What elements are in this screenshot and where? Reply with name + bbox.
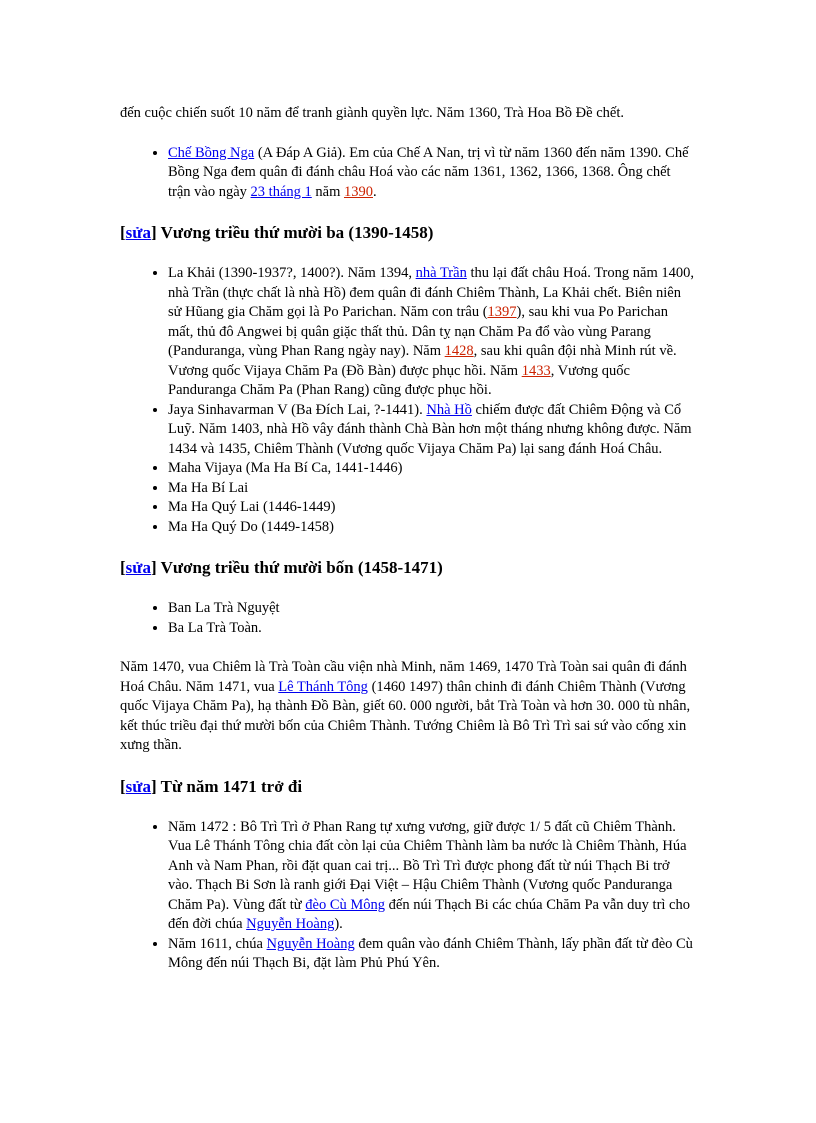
list-item: • Năm 1611, chúa Nguyễn Hoàng đem quân vào đánh Chiêm Thành, lấy phần đất từ đèo Cù Mông đến núi Thạch Bi, đặt làm Phủ Phú Yên.: [168, 935, 695, 974]
link-1397[interactable]: 1397: [487, 304, 517, 320]
list-item: • Chế Bồng Nga (A Đáp A Giả). Em của Chế A Nan, trị vì từ năm 1360 đến năm 1390. Chế Bồng Nga đem quân đi đánh châu Hoá vào các năm 1361, 1362, 1366, 1368. Ông chết trận vào ngày 23 tháng 1 năm 1390.: [168, 144, 695, 203]
dynasty-14-paragraph: Năm 1470, vua Chiêm là Trà Toàn cầu viện nhà Minh, năm 1469, 1470 Trà Toàn sai quân đi đánh Hoá Châu. Năm 1471, vua Lê Thánh Tông (1460 1497) thân chinh đi đánh Chiêm Thành (Vương quốc Vijaya Chăm Pa), hạ thành Đồ Bàn, giết 60. 000 người, bắt Trà Toàn và hơn 30. 000 tù nhân, kết thúc triều đại thứ mười bốn của Chiêm Thành. Tướng Chiêm là Bô Trì Trì sai sứ vào cống xin xưng thần.: [120, 659, 691, 753]
list-item: • Ma Ha Quý Do (1449-1458): [168, 518, 695, 538]
list-item: • Jaya Sinhavarman V (Ba Đích Lai, ?-1441). Nhà Hồ chiếm được đất Chiêm Động và Cổ Luỹ. Năm 1403, nhà Hồ vây đánh thành Chà Bàn hơn một tháng nhưng không được. Năm 1434 và 1435, Chiêm Thành (Vương quốc Vijaya Chăm Pa) lại sang đánh Hoá Châu.: [168, 401, 695, 460]
link-nha-tran[interactable]: nhà Trần: [415, 265, 467, 281]
link-1428[interactable]: 1428: [444, 343, 474, 359]
list-item: • Ba La Trà Toàn.: [168, 619, 695, 639]
dynasty-13-list: [120, 264, 695, 537]
che-bong-nga-list: [120, 144, 695, 203]
edit-link[interactable]: sửa: [125, 558, 151, 577]
list-item: • Năm 1472 : Bô Trì Trì ở Phan Rang tự xưng vương, giữ được 1/ 5 đất cũ Chiêm Thành. Vua Lê Thánh Tông chia đất còn lại của Chiêm Thành làm ba nước là Chiêm Thành, Húa Anh và Nam Phan, rồi đặt quan cai trị... Bồ Trì Trì được phong đất từ núi Thạch Bi trở vào. Thạch Bi Sơn là ranh giới Đại Việt – Hậu Chiêm Thành (Vương quốc Panduranga Chăm Pa). Vùng đất từ đèo Cù Mông đến núi Thạch Bi các chúa Chăm Pa vẫn duy trì cho đến đời chúa Nguyễn Hoàng).: [168, 818, 695, 935]
section-heading-dynasty-13: [sửa] Vương triều thứ mười ba (1390-1458): [120, 223, 434, 242]
link-nha-ho[interactable]: Nhà Hồ: [426, 401, 472, 418]
dynasty-14-list: [120, 599, 695, 638]
section-heading-dynasty-14: [sửa] Vương triều thứ mười bốn (1458-1471): [120, 558, 443, 577]
from-1471-list: [120, 818, 695, 974]
link-1390[interactable]: 1390: [343, 183, 373, 200]
link-nguyen-hoang[interactable]: Nguyễn Hoàng: [246, 916, 335, 932]
link-deo-cu-mong[interactable]: đèo Cù Mông: [305, 896, 386, 913]
edit-link[interactable]: sửa: [125, 223, 151, 242]
list-item: • Maha Vijaya (Ma Ha Bí Ca, 1441-1446): [168, 459, 695, 479]
link-che-bong-nga[interactable]: Chế Bồng Nga: [168, 144, 255, 161]
document-page: [120, 104, 695, 974]
list-item: • La Khải (1390-1937?, 1400?). Năm 1394, nhà Trần thu lại đất châu Hoá. Trong năm 1400, nhà Trần (thực chất là nhà Hồ) đem quân đi đánh Chiêm Thành, La Khải chết. Biên niên sử Hũang gia Chăm gọi là Po Parichan. Năm con trâu (1397), sau khi vua Po Parichan mất, thủ đô Angwei bị quân giặc thất thủ. Dân tỵ nạn Chăm Pa đổ vào vùng Parang (Panduranga, vùng Phan Rang ngày nay). Năm 1428, sau khi quân đội nhà Minh rút về. Vương quốc Vijaya Chăm Pa (Đồ Bàn) được phục hồi. Năm 1433, Vương quốc Panduranga Chăm Pa (Phan Rang) cũng được phục hồi.: [168, 264, 695, 401]
list-item: • Ban La Trà Nguyệt: [168, 599, 695, 619]
link-le-thanh-tong[interactable]: Lê Thánh Tông: [278, 678, 368, 695]
edit-link[interactable]: sửa: [125, 776, 151, 796]
intro-paragraph: đến cuộc chiến suốt 10 năm để tranh giành quyền lực. Năm 1360, Trà Hoa Bồ Đề chết.: [120, 105, 624, 121]
link-nguyen-hoang[interactable]: Nguyễn Hoàng: [266, 935, 355, 952]
link-1433[interactable]: 1433: [521, 362, 551, 379]
link-23-thang-1[interactable]: 23 tháng 1: [250, 183, 312, 200]
section-heading-from-1471: [sửa] Từ năm 1471 trở đi: [120, 776, 303, 796]
list-item: • Ma Ha Bí Lai: [168, 479, 695, 499]
list-item: • Ma Ha Quý Lai (1446-1449): [168, 498, 695, 518]
